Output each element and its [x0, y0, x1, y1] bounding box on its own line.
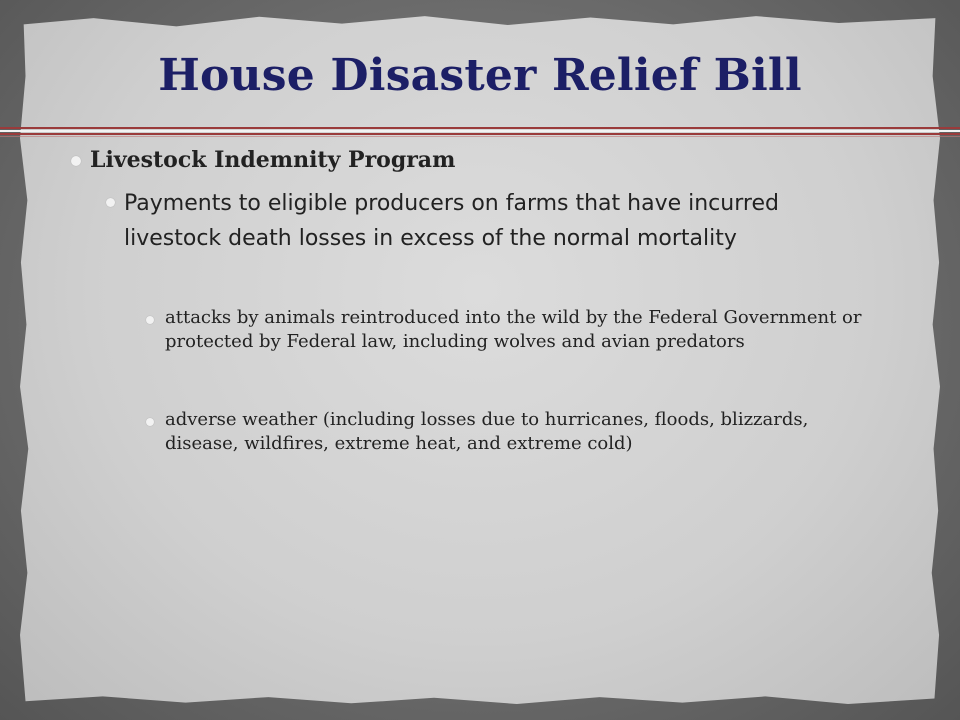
- title-divider: [0, 127, 960, 139]
- torn-paper-panel: [20, 14, 940, 704]
- bullet-dot-level1: [71, 156, 81, 166]
- bullet-dot-level3: [146, 418, 154, 426]
- bullet-level1-text: Livestock Indemnity Program: [90, 147, 456, 173]
- bullet-level3-text: attacks by animals reintroduced into the wild by the Federal Government or protected by Federal law, including wolves and avian predators: [165, 307, 862, 352]
- bullet-level3-text: adverse weather (including losses due to hurricanes, floods, blizzards, disease, wildfires, extreme heat, and extreme cold): [165, 409, 809, 454]
- bullet-dot-level2: [106, 198, 115, 207]
- bullet-dot-level3: [146, 316, 154, 324]
- slide-title: House Disaster Relief Bill: [158, 50, 802, 101]
- bullet-level2-text: Payments to eligible producers on farms that have incurred livestock death losses in excess of the normal mortality: [124, 191, 779, 251]
